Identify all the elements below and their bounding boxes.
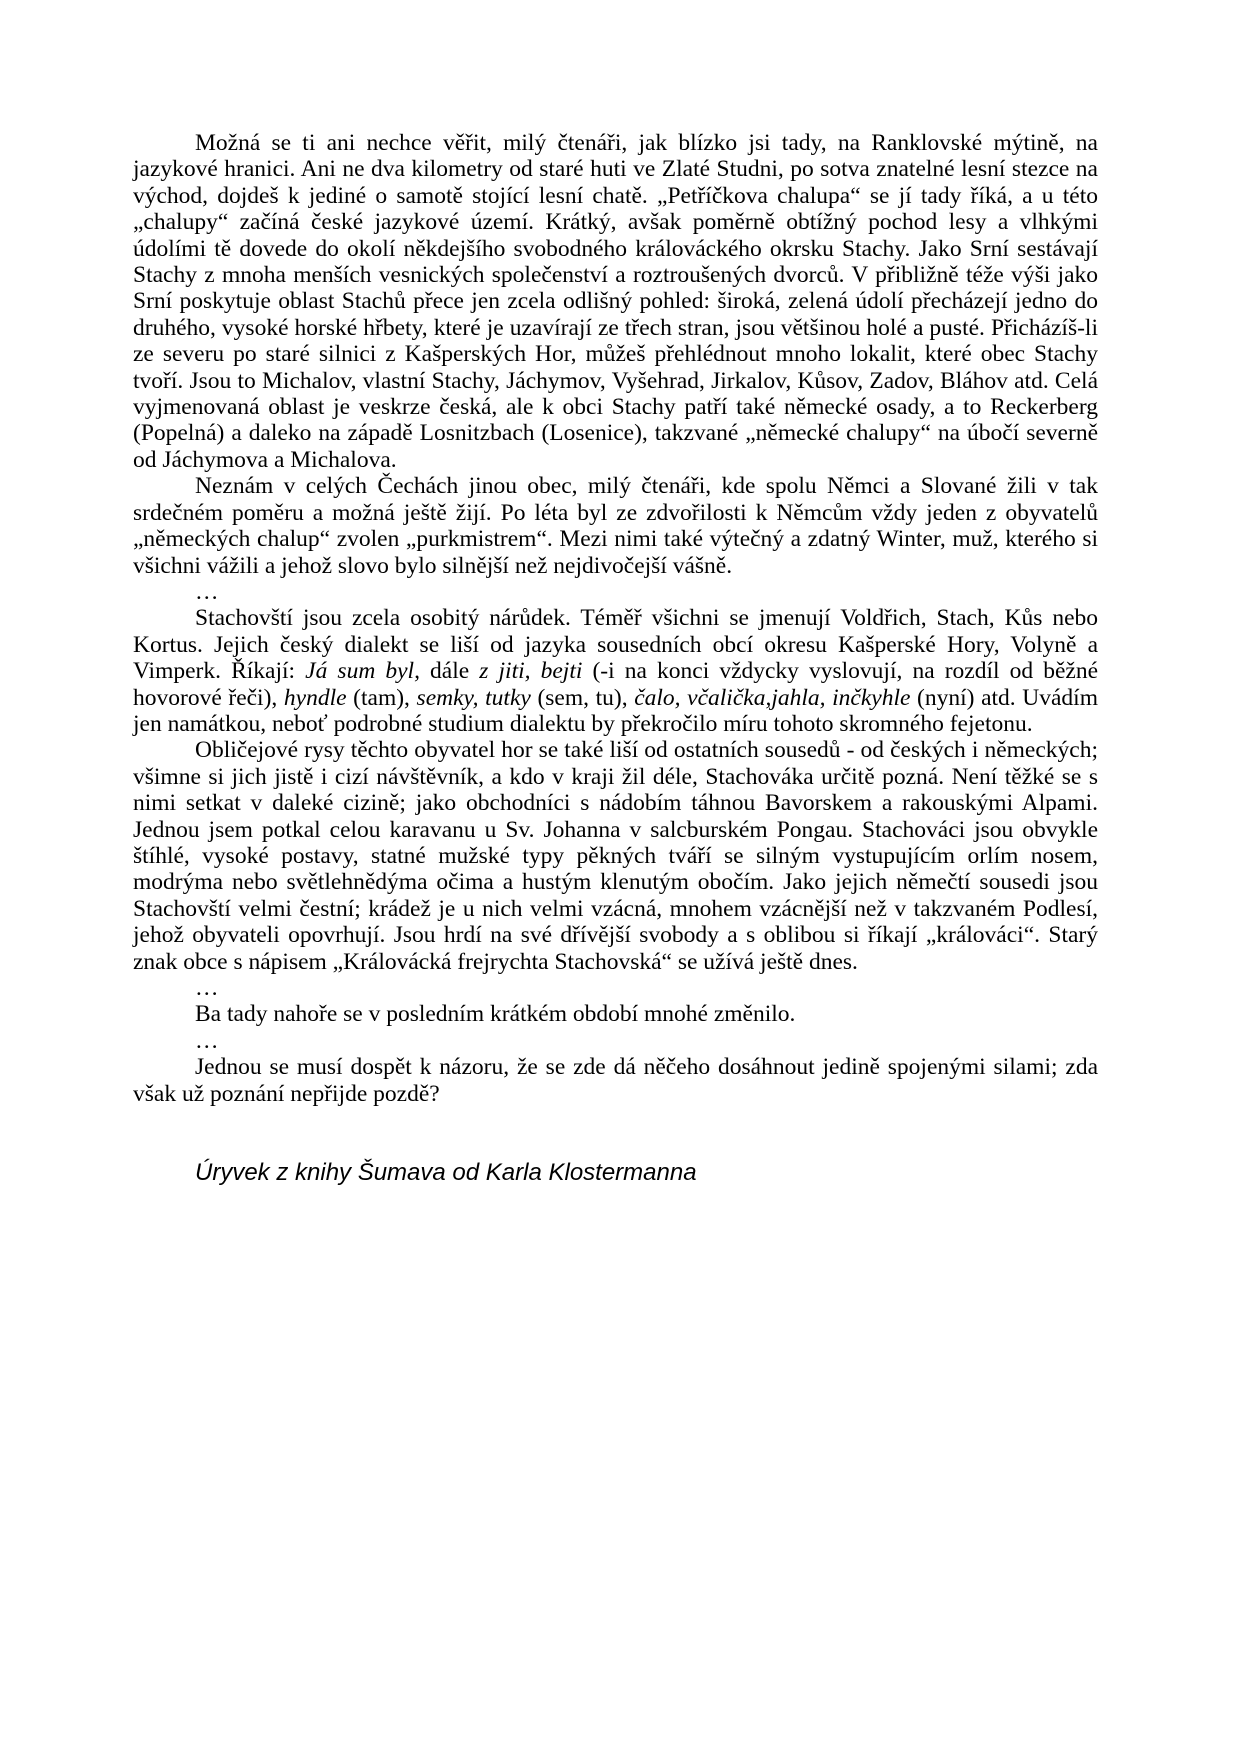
attribution-line [133, 1159, 1098, 1187]
paragraph [133, 1054, 1098, 1107]
text-run: Stachovští jsou zcela osobitý nárůdek. Téměř všichni se jmenují Voldřich, Stach, Kůs nebo Kortus. Jejich český dialekt se liší od jazyka sousedních obcí okresu Kašperské Hory, Volyně a Vimperk. Říkají: [133, 605, 1098, 685]
paragraph [133, 605, 1098, 737]
text-run: (sem, tu), [530, 684, 635, 711]
document-body [133, 130, 1098, 1187]
text-run: (-i na konci vždycky vyslovují, na rozdíl od běžné hovorové řeči), [133, 658, 1099, 711]
text-run: dále [419, 658, 480, 685]
text-run: (nyní) atd. Uvádím jen namátkou, neboť podrobné studium dialektu by překročilo míru tohoto skromného fejetonu. [133, 684, 1098, 737]
italic-text-run: hyndle [283, 684, 347, 711]
italic-text-run: čalo, včalička,jahla, inčkyhle [634, 684, 911, 711]
paragraph [133, 473, 1098, 579]
ellipsis-separator: … [195, 975, 222, 1001]
paragraph [133, 1001, 1098, 1027]
italic-text-run: Já sum byl, [305, 658, 420, 685]
ellipsis-separator: … [195, 1027, 222, 1054]
text-run: Neznám v celých Čechách jinou obec, milý čtenáři, kde spolu Němci a Slované žili v tak srdečném poměru a možná ještě žijí. Po léta byl ze zdvořilosti k Němcům vždy jeden z obyvatelů „německých chalup“ zvolen „purkmistrem“. Mezi nimi také výtečný a zdatný Winter, muž, kterého si všichni vážili a jehož slovo bylo silnější než nejdivočejší vášně. [133, 473, 1098, 579]
ellipsis-separator: … [195, 578, 222, 605]
text-run: Možná se ti ani nechce věřit, milý čtenáři, jak blízko jsi tady, na Ranklovské mýtině, na jazykové hranici. Ani ne dva kilometry od staré huti ve Zlaté Studni, po sotva znatelné lesní stezce na východ, dojdeš k jediné o samotě stojící lesní chatě. „Petříčkova chalupa“ se jí tady říká, a u této „chalupy“ začíná české jazykové území. Krátký, avšak poměrně obtížný pochod lesy a vlhkými údolími tě dovede do okolí někdejšího svobodného králováckého okrsku Stachy. Jako Srní sestávají Stachy z mnoha menších vesnických společenství a roztroušených dvorců. V přibližně téže výši jako Srní poskytuje oblast Stachů přece jen zcela odlišný pohled: široká, zelená údolí přecházejí jedno do druhého, vysoké horské hřbety, které je uzavírají ze třech stran, jsou většinou holé a pusté. Přicházíš-li ze severu po staré silnici z Kašperských Hor, můžeš přehlédnout mnoho lokalit, které obec Stachy tvoří. Jsou to Michalov, vlastní Stachy, Jáchymov, Vyšehrad, Jirkalov, Kůsov, Zadov, Bláhov atd. Celá vyjmenovaná oblast je veskrze česká, ale k obci Stachy patří také německé osady, a to Reckerberg (Popelná) a daleko na západě Losnitzbach (Losenice), takzvané „německé chalupy“ na úbočí severně od Jáchymova a Michalova. [133, 130, 1098, 473]
text-run: (tam), [346, 684, 417, 711]
text-run: Ba tady nahoře se v posledním krátkém období mnohé změnilo. [195, 1001, 796, 1028]
italic-text-run: Úryvek z knihy Šumava od Karla Klostermanna [195, 1159, 697, 1187]
text-run: Jednou se musí dospět k názoru, že se zde dá něčeho dosáhnout jedině spojenými silami; zda však už poznání nepřijde pozdě? [133, 1054, 1098, 1107]
paragraph [133, 130, 1098, 473]
italic-text-run: semky, tutky [416, 684, 531, 711]
italic-text-run: z jiti, bejti [479, 658, 583, 685]
paragraph [133, 737, 1098, 975]
text-run: Obličejové rysy těchto obyvatel hor se také liší od ostatních sousedů - od českých i německých; všimne si jich jistě i cizí návštěvník, a kdo v kraji žil déle, Stachováka určitě pozná. Není těžké se s nimi setkat v daleké cizině; jako obchodníci s nádobím táhnou Bavorskem a rakouskými Alpami. Jednou jsem potkal celou karavanu u Sv. Johanna v salcburském Pongau. Stachováci jsou obvykle štíhlé, vysoké postavy, statné mužské typy pěkných tváří se silným vystupujícím orlím nosem, modrýma nebo světlehnědýma očima a hustým klenutým obočím. Jako jejich němečtí sousedi jsou Stachovští velmi čestní; krádež je u nich velmi vzácná, mnohem vzácnější než v takzvaném Podlesí, jehož obyvateli opovrhují. Jsou hrdí na své dřívější svobody a s oblibou si říkají „králováci“. Starý znak obce s nápisem „Královácká frejrychta Stachovská“ se užívá ještě dnes. [133, 737, 1098, 975]
